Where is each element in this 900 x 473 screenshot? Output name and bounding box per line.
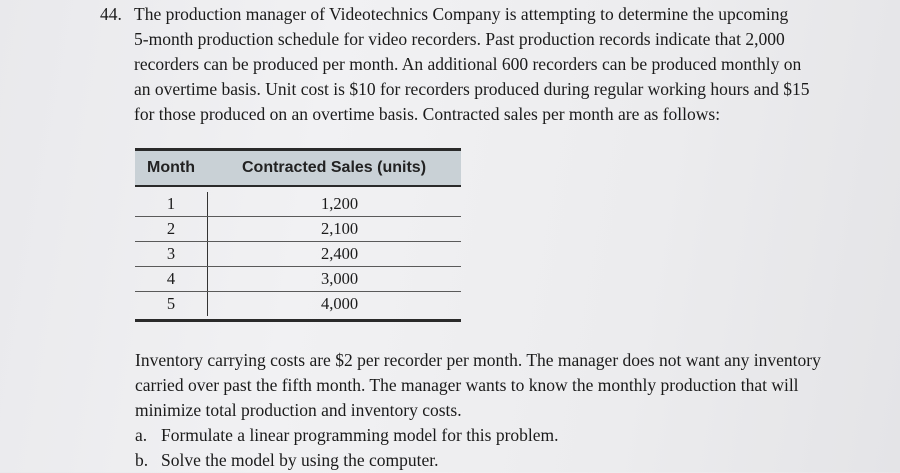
problem-number: 44. <box>100 4 122 24</box>
header-sales: Contracted Sales (units) <box>241 159 427 176</box>
table-header <box>135 151 461 185</box>
table-row <box>135 217 461 242</box>
follow-up-text <box>135 348 875 473</box>
problem-statement <box>100 2 860 127</box>
problem-text: The production manager of Videotechnics Company is attempting to determine the upcoming <box>134 4 789 24</box>
table-body <box>135 187 461 316</box>
question-item-b <box>135 448 875 473</box>
item-text: Formulate a linear programming model for this problem. <box>161 425 559 445</box>
cell-sales: 3,000 <box>320 269 359 288</box>
cell-month: 5 <box>135 292 208 316</box>
problem-line-2: 5-month production schedule for video recorders. Past production records indicate that 2,000 <box>134 29 785 49</box>
item-label: a. <box>135 425 148 445</box>
cell-sales: 2,400 <box>320 244 359 263</box>
table-row <box>135 192 461 217</box>
problem-line-5: for those produced on an overtime basis. Contracted sales per month are as follows: <box>134 104 721 124</box>
cell-month: 4 <box>135 267 208 291</box>
table-row <box>135 292 461 316</box>
problem-line-4: an overtime basis. Unit cost is $10 for recorders produced during regular working hours and $15 <box>134 79 810 99</box>
item-label: b. <box>135 450 149 470</box>
table-row <box>135 267 461 292</box>
follow-line-1: Inventory carrying costs are $2 per recorder per month. The manager does not want any inventory <box>135 350 821 370</box>
cell-month: 2 <box>135 217 208 241</box>
cell-month: 1 <box>135 192 208 216</box>
table-row <box>135 242 461 267</box>
problem-line-3: recorders can be produced per month. An additional 600 recorders can be produced monthly on <box>134 54 802 74</box>
sales-table <box>135 148 461 322</box>
follow-line-2: carried over past the fifth month. The manager wants to know the monthly production that will <box>135 375 799 395</box>
problem-line-1 <box>100 2 860 27</box>
cell-sales: 4,000 <box>320 294 359 313</box>
table-bottom-rule <box>135 319 461 322</box>
cell-sales: 2,100 <box>320 219 359 238</box>
header-month: Month <box>147 159 195 176</box>
cell-month: 3 <box>135 242 208 266</box>
item-text: Solve the model by using the computer. <box>161 450 439 470</box>
question-item-a <box>135 423 875 448</box>
cell-sales: 1,200 <box>320 194 359 213</box>
follow-line-3: minimize total production and inventory costs. <box>135 400 462 420</box>
